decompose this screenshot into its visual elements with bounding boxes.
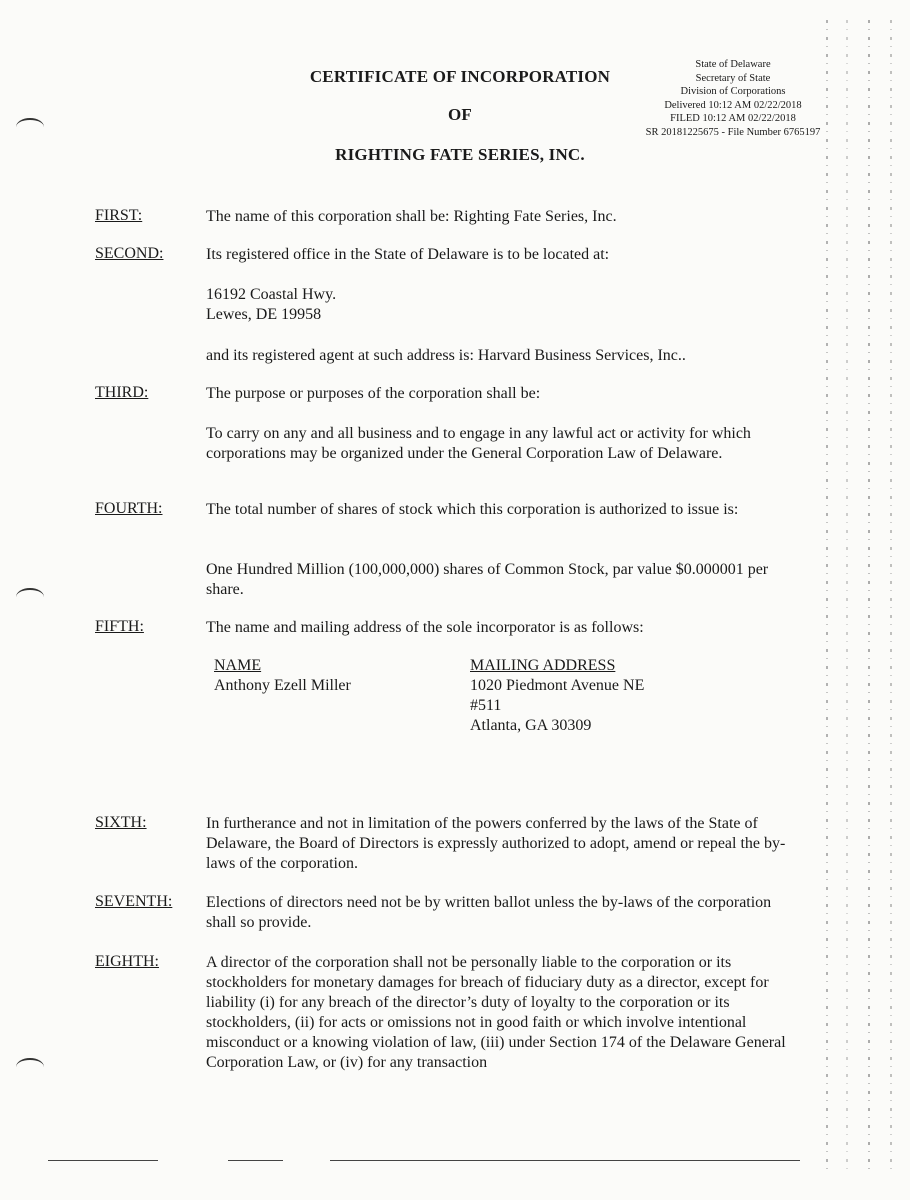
scan-edge-noise — [890, 20, 892, 1170]
registered-office-street: 16192 Coastal Hwy. — [206, 286, 337, 303]
document-title: CERTIFICATE OF INCORPORATION — [309, 67, 611, 86]
name-column-header: NAME — [214, 657, 262, 674]
incorporator-unit: #511 — [470, 697, 502, 714]
scan-edge-noise — [826, 20, 828, 1170]
article-third-detail: To carry on any and all business and to engage in any lawful act or activity for which corporations may be organized under the General Corporation Law of Delaware. — [206, 425, 751, 462]
punch-hole-mark — [16, 1058, 44, 1076]
incorporator-name: Anthony Ezell Miller — [214, 677, 351, 694]
article-fourth-label: FOURTH: — [95, 500, 163, 517]
punch-hole-mark — [16, 588, 44, 606]
article-seventh-label: SEVENTH: — [95, 893, 173, 910]
article-fifth-label: FIFTH: — [95, 618, 144, 635]
article-fifth-text: The name and mailing address of the sole incorporator is as follows: — [206, 619, 644, 636]
stamp-file-number: SR 20181225675 - File Number 6765197 — [645, 126, 821, 138]
stamp-secretary: Secretary of State — [695, 72, 771, 84]
article-first-label: FIRST: — [95, 207, 143, 224]
company-name-heading: RIGHTING FATE SERIES, INC. — [335, 145, 585, 164]
registered-office-address — [206, 285, 801, 325]
scan-footer-rule — [48, 1160, 158, 1161]
article-third-label: THIRD: — [95, 384, 149, 401]
incorporator-name-column — [214, 656, 351, 696]
stamp-division: Division of Corporations — [680, 86, 786, 97]
title-of: OF — [447, 105, 472, 124]
registered-agent-text: and its registered agent at such address is: Harvard Business Services, Inc.. — [206, 347, 686, 364]
article-second-label: SECOND: — [95, 245, 164, 262]
article-seventh-text: Elections of directors need not be by written ballot unless the by-laws of the corporation shall so provide. — [206, 894, 772, 931]
scan-footer-rule — [330, 1160, 800, 1161]
scan-edge-noise — [846, 20, 848, 1170]
scan-footer-rule — [228, 1160, 283, 1161]
incorporator-city: Atlanta, GA 30309 — [470, 717, 592, 734]
article-sixth-text: In furtherance and not in limitation of the powers conferred by the laws of the State of Delaware, the Board of Directors is expressly authorized to adopt, amend or repeal the by-laws of the corporation. — [206, 815, 786, 872]
article-third-text: The purpose or purposes of the corporation shall be: — [206, 385, 541, 402]
stamp-delivered: Delivered 10:12 AM 02/22/2018 — [664, 99, 802, 111]
article-fourth-text: The total number of shares of stock which this corporation is authorized to issue is: — [206, 501, 739, 518]
article-eighth-text: A director of the corporation shall not be personally liable to the corporation or its stockholders for monetary damages for breach of fiduciary duty as a director, except for liability (i) for any breach of the director’s duty of loyalty to the corporation or its stockholders, (ii) for acts or omissions not in good faith or which involve intentional misconduct or a knowing violation of law, (iii) under Section 174 of the Delaware General Corporation Law, or (iv) for any transaction — [206, 954, 786, 1071]
incorporator-address-column — [470, 656, 644, 736]
address-column-header: MAILING ADDRESS — [470, 657, 616, 674]
stamp-state: State of Delaware — [695, 59, 771, 70]
article-second-text: Its registered office in the State of Delaware is to be located at: — [206, 246, 610, 263]
article-first-text: The name of this corporation shall be: Righting Fate Series, Inc. — [206, 208, 617, 225]
stamp-filed: FILED 10:12 AM 02/22/2018 — [670, 113, 796, 124]
registered-office-city: Lewes, DE 19958 — [206, 306, 322, 323]
filing-stamp — [618, 58, 848, 139]
incorporator-street: 1020 Piedmont Avenue NE — [470, 677, 645, 694]
punch-hole-mark — [16, 118, 44, 136]
article-eighth-label: EIGHTH: — [95, 953, 159, 970]
article-fourth-detail: One Hundred Million (100,000,000) shares of Common Stock, par value $0.000001 per share. — [206, 561, 769, 598]
article-sixth-label: SIXTH: — [95, 814, 147, 831]
scan-edge-noise — [868, 20, 870, 1170]
